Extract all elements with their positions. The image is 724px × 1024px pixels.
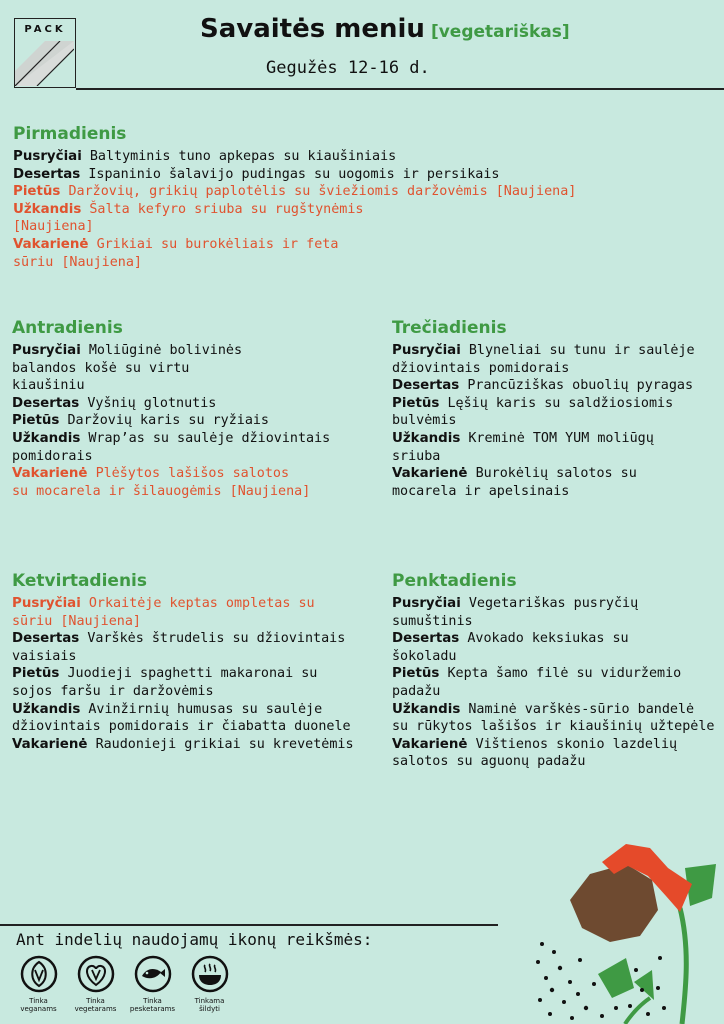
meal-breakfast: Pusryčiai Blyneliai su tunu ir saulėje džiovintais pomidorais [392, 343, 695, 376]
title-tag: [vegetariškas] [430, 22, 570, 42]
meal-dessert: Desertas Prancūziškas obuolių pyragas [392, 378, 694, 394]
meal-breakfast: Pusryčiai Vegetariškas pusryčių sumuštinis [392, 596, 639, 629]
day-name: Ketvirtadienis [12, 571, 147, 591]
meal-lunch: Pietūs Daržovių karis su ryžiais [12, 413, 269, 429]
meal-dessert: Desertas Ispaninio šalavijo pudingas su uogomis ir persikais [13, 166, 500, 182]
meal-dinner: Vakarienė Plėšytos lašišos salotos su mocarela ir šilauogėmis [Naujiena] [12, 466, 311, 499]
day-name: Trečiadienis [392, 318, 507, 338]
meal-snack: Užkandis Wrap’as su saulėje džiovintais pomidorais [12, 430, 331, 464]
fish-icon [133, 954, 173, 994]
legend-item-pescatarian [124, 954, 181, 1013]
legend-caption: Tinka veganams [20, 997, 57, 1013]
legend-item-heatable [181, 954, 238, 1013]
page-title [200, 14, 570, 44]
legend-caption: Tinkama šildyti [194, 997, 225, 1013]
day-tuesday [12, 318, 354, 500]
vegan-leaf-icon [19, 954, 59, 994]
meal-dessert: Desertas Vyšnių glotnutis [12, 395, 217, 411]
meal-dinner: Vakarienė Vištienos skonio lazdelių salotos su aguonų padažu [392, 736, 678, 770]
title-text: Savaitės meniu [200, 14, 425, 44]
day-wednesday [392, 318, 717, 500]
day-thursday [12, 571, 387, 753]
footer-divider [0, 924, 498, 926]
day-name: Pirmadienis [13, 124, 127, 144]
meal-breakfast: Pusryčiai Orkaitėje keptas ompletas su sūriu [Naujiena] [12, 596, 315, 629]
meal-snack: Užkandis Naminė varškės-sūrio bandelė su rūkytos lašišos ir kiaušinių užtepėle [392, 701, 715, 735]
meal-dessert: Desertas Avokado keksiukas su šokoladu [392, 631, 629, 664]
day-monday [13, 124, 653, 271]
meal-lunch: Pietūs Lęšių karis su saldžiosiomis bulvėmis [392, 395, 674, 429]
meal-lunch: Pietūs Kepta šamo filė su viduržemio padažu [392, 666, 682, 699]
meal-dinner: Vakarienė Burokėlių salotos su mocarela ir apelsinais [392, 466, 637, 499]
day-name: Penktadienis [392, 571, 517, 591]
heating-bowl-icon [190, 954, 230, 994]
meal-dinner: Vakarienė Raudonieji grikiai su krevetėmis [12, 736, 354, 752]
meal-dessert: Desertas Varškės štrudelis su džiovintais vaisiais [12, 631, 346, 664]
sprout-illustration [530, 838, 724, 1024]
meal-breakfast: Pusryčiai Baltyminis tuno apkepas su kiaušiniais [13, 149, 397, 164]
legend-caption: Tinka vegetarams [74, 997, 117, 1013]
legend-item-vegan [10, 954, 67, 1013]
legend-caption: Tinka pesketarams [129, 997, 176, 1013]
meal-snack: Užkandis Šalta kefyro sriuba su rugštynėmis [Naujiena] [13, 201, 364, 235]
day-name: Antradienis [12, 318, 123, 338]
pack-logo [14, 18, 76, 88]
meal-breakfast: Pusryčiai Moliūginė bolivinės balandos košė su virtu kiaušiniu [12, 343, 243, 394]
meal-dinner: Vakarienė Grikiai su burokėliais ir feta sūriu [Naujiena] [13, 236, 339, 270]
legend-title: Ant indelių naudojamų ikonų reikšmės: [16, 930, 373, 949]
meal-snack: Užkandis Kreminė TOM YUM moliūgų sriuba [392, 430, 654, 464]
meal-lunch: Pietūs Daržovių, grikių paplotėlis su šviežiomis daržovėmis [Naujiena] [13, 184, 577, 200]
meal-lunch: Pietūs Juodieji spaghetti makaronai su sojos faršu ir daržovėmis [12, 666, 318, 699]
vegetarian-heart-icon [76, 954, 116, 994]
day-friday [392, 571, 717, 771]
week-date: Gegužės 12-16 d. [266, 58, 430, 78]
legend-icons [10, 954, 238, 1013]
logo-text: PACK [24, 24, 66, 35]
header-divider [76, 88, 724, 90]
logo-stripes-icon [15, 41, 74, 86]
meal-snack: Užkandis Avinžirnių humusas su saulėje džiovintais pomidorais ir čiabatta duonele [12, 701, 351, 735]
legend-item-vegetarian [67, 954, 124, 1013]
